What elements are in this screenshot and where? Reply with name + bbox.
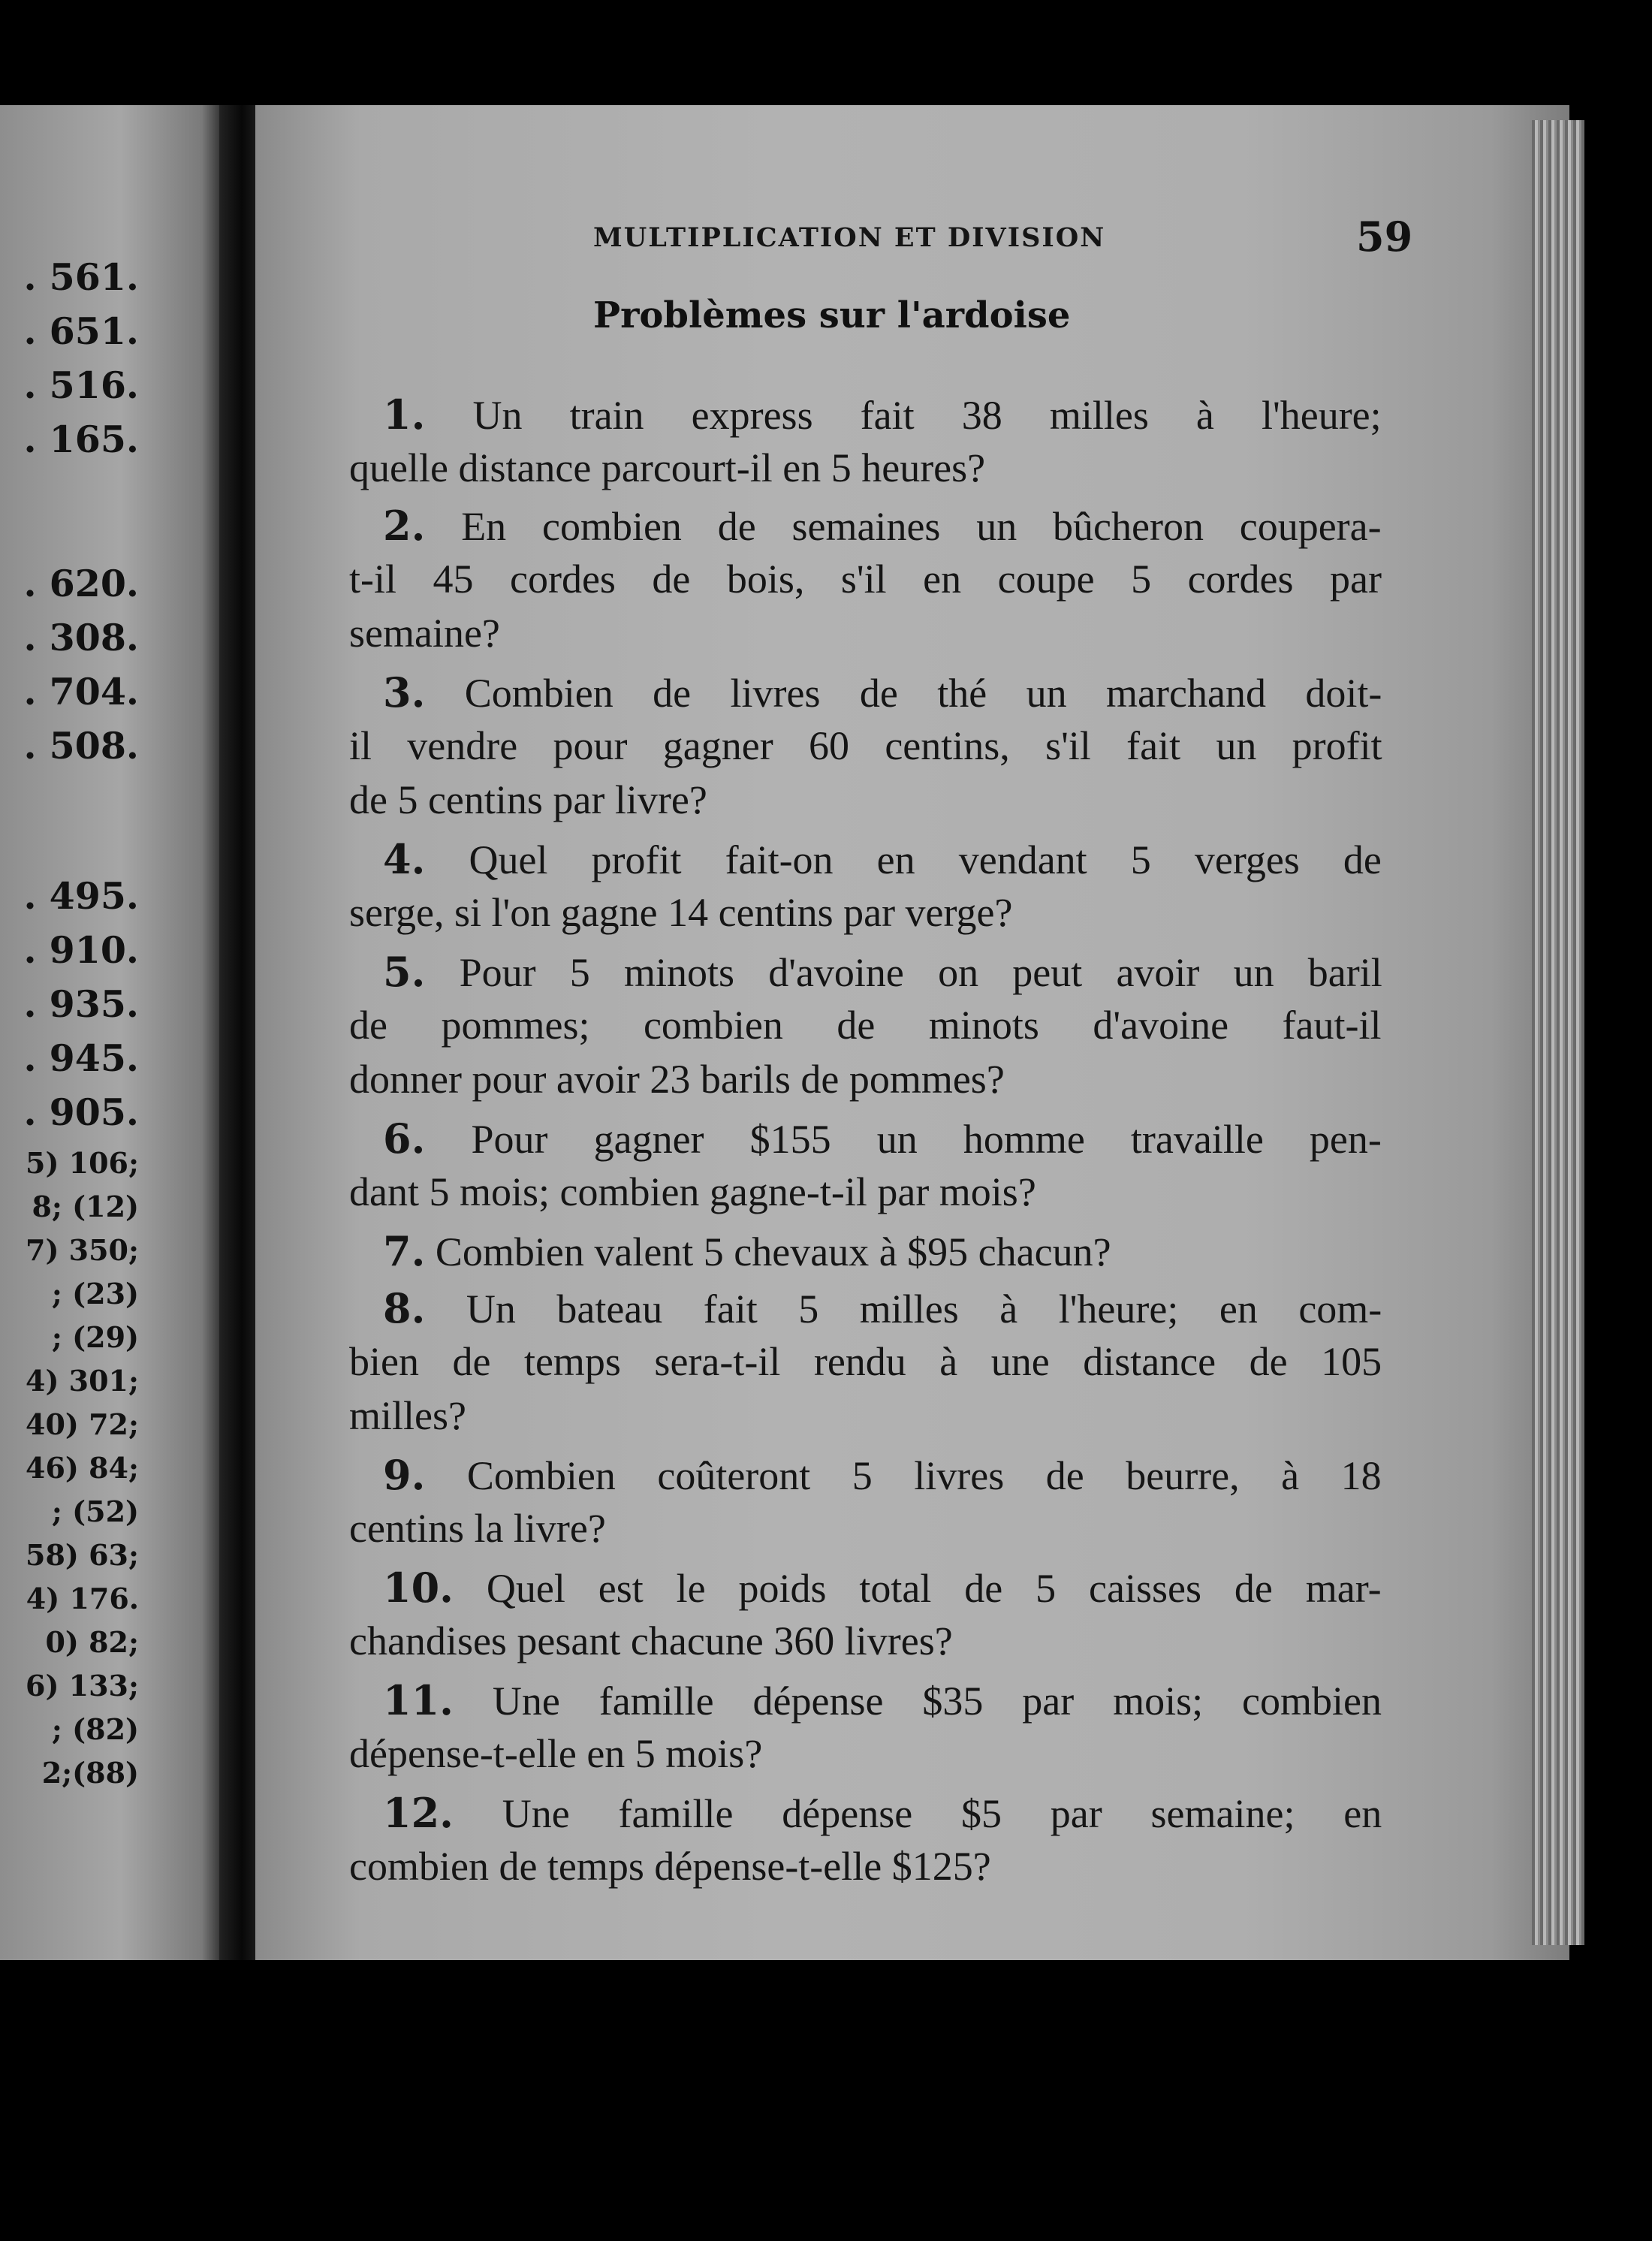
problem-line [383, 1114, 1382, 1163]
problem-line [383, 835, 1382, 883]
problem-number: 1. [383, 391, 426, 439]
problem-line [383, 391, 1382, 439]
problem-text: centins la livre? [349, 1506, 606, 1551]
left-page-line: . 910. [23, 928, 139, 972]
left-page-line: 4) 301; [26, 1364, 139, 1398]
left-page-line: 6) 133; [26, 1669, 139, 1703]
left-page-line: . 516. [23, 363, 139, 407]
problem-text: chandises pesant chacune 360 livres? [349, 1618, 953, 1663]
problem-line [349, 1843, 991, 1890]
left-page-line: 4) 176. [26, 1582, 139, 1615]
problem-number: 6. [383, 1114, 426, 1163]
left-page-line: ; (52) [51, 1495, 139, 1528]
left-page-line: 7) 350; [26, 1233, 139, 1267]
left-page-line: . 508. [23, 724, 139, 768]
problem-line [349, 445, 985, 491]
problem-text: donner pour avoir 23 barils de pommes? [349, 1057, 1005, 1102]
problem-text: serge, si l'on gagne 14 centins par verge? [349, 890, 1013, 935]
left-page-line: ; (82) [51, 1712, 139, 1746]
problem-text: de 5 centins par livre? [349, 777, 707, 822]
problem-text: il vendre pour gagner 60 centins, s'il fait un profit [349, 723, 1382, 768]
problem-line [349, 1002, 1382, 1048]
left-page-line: . 561. [23, 255, 139, 299]
problem-number: 3. [383, 668, 426, 716]
problem-line [349, 1056, 1005, 1102]
left-page-line: 46) 84; [26, 1451, 139, 1485]
section-title: Problèmes sur l'ardoise [593, 294, 1071, 336]
running-head: MULTIPLICATION ET DIVISION [593, 222, 1106, 253]
problem-line [383, 1789, 1382, 1837]
problem-line [349, 889, 1012, 936]
left-page-line: . 945. [23, 1036, 139, 1080]
problem-number: 2. [383, 502, 426, 550]
problem-number: 7. [383, 1227, 426, 1275]
problem-line [349, 1338, 1382, 1385]
problem-text: Combien coûteront 5 livres de beurre, à 18 [466, 1453, 1382, 1498]
problem-line [349, 777, 707, 823]
left-page-line: . 704. [23, 670, 139, 713]
problem-line [349, 556, 1382, 602]
left-page-line: 0) 82; [45, 1625, 139, 1659]
problem-text: Combien de livres de thé un marchand doit- [464, 671, 1382, 716]
problem-text: dant 5 mois; combien gagne-t-il par mois? [349, 1169, 1036, 1214]
problem-text: semaine? [349, 611, 500, 656]
problem-text: Une famille dépense $35 par mois; combien [492, 1678, 1382, 1724]
left-page-line: ; (23) [51, 1277, 139, 1311]
problem-text: En combien de semaines un bûcheron coupera- [461, 504, 1382, 549]
problem-number: 12. [383, 1789, 454, 1837]
left-page-line: 5) 106; [26, 1146, 139, 1180]
problem-line [349, 1505, 606, 1552]
problem-line [349, 610, 500, 656]
book-gutter [219, 105, 257, 1960]
left-page-line: . 165. [23, 418, 139, 461]
problem-line [349, 1169, 1036, 1215]
problem-line [349, 1730, 762, 1777]
problem-text: Quel est le poids total de 5 caisses de mar- [486, 1566, 1382, 1611]
left-page-line: . 651. [23, 309, 139, 353]
problem-line [349, 722, 1382, 769]
problem-line [383, 948, 1382, 996]
left-page-line: . 905. [23, 1090, 139, 1134]
problem-text: de pommes; combien de minots d'avoine faut-il [349, 1003, 1382, 1048]
left-page-line: 40) 72; [26, 1407, 139, 1441]
problem-number: 10. [383, 1564, 454, 1612]
problem-text: t-il 45 cordes de bois, s'il en coupe 5 cordes par [349, 556, 1382, 602]
problem-line [383, 1284, 1382, 1332]
problem-line [383, 1451, 1382, 1499]
left-page-line: 8; (12) [32, 1190, 139, 1223]
problem-line [383, 668, 1382, 716]
problem-number: 11. [383, 1676, 454, 1724]
problem-text: Pour 5 minots d'avoine on peut avoir un baril [459, 950, 1382, 995]
problem-line [383, 502, 1382, 550]
left-page-line: 2;(88) [41, 1756, 139, 1790]
problem-number: 5. [383, 948, 426, 996]
page-number: 59 [1356, 213, 1413, 261]
problem-text: quelle distance parcourt-il en 5 heures? [349, 445, 986, 490]
problem-text: Combien valent 5 chevaux à $95 chacun? [435, 1229, 1111, 1274]
problem-number: 4. [383, 835, 426, 883]
left-page-fragment [0, 105, 219, 1960]
problem-line [383, 1676, 1382, 1724]
problem-number: 9. [383, 1451, 426, 1499]
problem-text: Quel profit fait-on en vendant 5 verges de [469, 837, 1382, 882]
left-page-line: . 495. [23, 874, 139, 918]
problem-line [383, 1564, 1382, 1612]
left-page-line: . 308. [23, 616, 139, 659]
problem-line [349, 1392, 466, 1439]
left-page-line: . 620. [23, 562, 139, 605]
left-page-line: 58) 63; [26, 1538, 139, 1572]
problem-text: bien de temps sera-t-il rendu à une distance de 105 [349, 1339, 1382, 1384]
problem-text: dépense-t-elle en 5 mois? [349, 1731, 763, 1776]
problem-text: Un train express fait 38 milles à l'heure; [472, 393, 1382, 438]
problem-text: Un bateau fait 5 milles à l'heure; en com- [466, 1286, 1382, 1332]
problem-text: milles? [349, 1393, 466, 1438]
problem-text: Pour gagner $155 un homme travaille pen- [471, 1117, 1382, 1162]
problem-number: 8. [383, 1284, 426, 1332]
page-edges [1532, 120, 1584, 1945]
problem-text: combien de temps dépense-t-elle $125? [349, 1844, 991, 1889]
problem-line [383, 1227, 1111, 1275]
left-page-line: . 935. [23, 982, 139, 1026]
problem-line [349, 1618, 953, 1664]
problem-text: Une famille dépense $5 par semaine; en [502, 1791, 1382, 1836]
left-page-line: ; (29) [51, 1320, 139, 1354]
